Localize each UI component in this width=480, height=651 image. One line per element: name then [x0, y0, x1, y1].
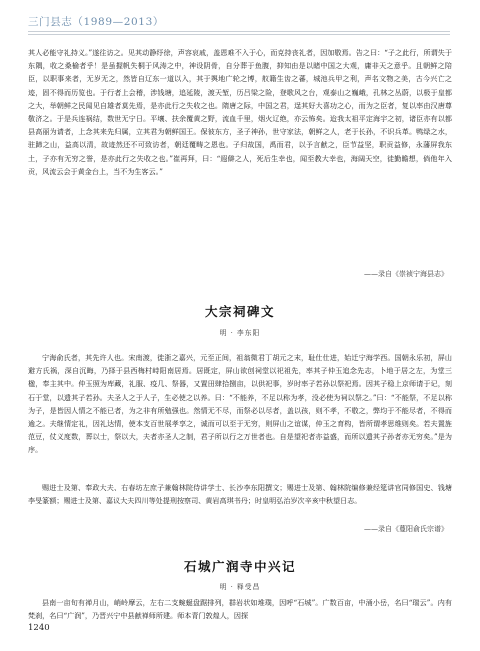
header-rule-thin [28, 34, 450, 35]
section2-paragraph2: 赐进士及第、奉政大夫、右春坊左庶子兼翰林院侍讲学士、长沙李东阳撰文；赐进士及第、翰林院编修兼经筵讲官同修国史、钱塘李旻篆额；赐进士及第、嘉议大夫四川等处提刑按察司、黄岩高琪书丹；时皇明弘治岁次辛亥中秋望日志。 [28, 483, 452, 506]
section3-title: 石城广润寺中兴记 [183, 559, 296, 574]
running-header: 三门县志（1989—2013） [28, 16, 164, 28]
section1-text: 其人必能守礼持义。”遂往访之。见其动静纾徐，声容哀戚，盖恩难不入于心，而克持丧礼者，因加敬焉。告之曰：“子之此行，所谓失于东隅，收之桑榆者乎！是虽握帆失桐于风涛之中，神设阴骨，自分葬于鱼腹，抑知由是以睹中国之大观，庸非天之意乎。且朝鲜之陪臣，以职事来者，无岁无之，然皆自辽东一道以入，其于舆地广轮之博，舣籍生齿之蕃，城池兵甲之利，声名文物之美，古今兴亡之迹，固不得而历览也。于行者上会稽，涉钱塘，追延陵，渡天堑，历吕梁之险，登歌风之台，观泰山之巍峨，孔林之丛蔚，以极于皇都之大，举朝鲜之民闻见自雄者莫先焉，是亦此行之失收之也。隋唐之际，中国之君，逞其好大喜功之心，而为之臣者，复以率由汉唐尊敬济之。于是兵连祸结，数世无宁日。平壤、扶余覆黄之野，流血千里，烟火辽绝，亦云怖矣。迨我太祖平定海宇之初，诸臣亦有以都县高丽为请者，上念其来先归属，立其君为朝鲜国王。保彼东方，圣子神孙，世守家法，朝鲜之人，老于长孙，不识兵革。鸭绿之水，驻蹄之山，益高以清，故迹然还不可致访者，朝廷覆畴之恩也。子归故国，禹而君，以予言献之，臣节益坚，职贡益修，永藩屏我东土，子亦有无穷之誉，是亦此行之失收之也。”崔再拜，曰：“遐僻之人，死后生幸也，闻至教大幸也，海阔天空，徒勤瞻想，倘他年入贡，风流云会于黄金台上，当不为生客云。” [28, 48, 452, 176]
page-number: 1240 [28, 623, 50, 633]
section3-author: 明 · 释受昌 [219, 583, 261, 591]
section2-author: 明 · 李东阳 [219, 329, 261, 337]
section2-title: 大宗祠碑文 [204, 304, 275, 319]
header-rule [28, 31, 450, 32]
section2-paragraph1: 宁海俞氏者，其先许人也。宋南渡，徙浙之嘉兴，元至正间，祖翁微君丁胡元之末，耻仕仕进，始迁宁海学西。国朝永乐初，屏山避方氏祸，深自沉晦，乃择于县西梅村峙阳南居焉。居既定，屏山欲创祠堂以祀祖先，率其子仲玉追念先志，卜地于居之左，为堂三楹，奉主其中。仲玉照为库藏，礼服、疫几、祭器，又置田肆拾捌亩，以供祀事，岁时率子若孙以祭祀焉。因其子稳上京师请于记，刻石于堂，以遗其子若孙。夫圣人之于人子，生必使之以养。曰：“不能养，不足以称为孝，没必使为祠以祭之。”曰：“不能祭，不足以称为子，是皆因人情之不能已者，为之非有所勉强也。然情无不尽，而祭必以尽者，盖以孩，则不孝，不敬之，弊均于不能尽者，不得而逾之。夫继情定礼，因礼达情，使本支百世展孝享之，诚而可以至于无穷，则屏山之谊谋，仲玉之育构，皆所谓孝思维则矣。若夫置旌范豆，仗义度数，葬以士，祭以大，夫者亦圣人之制，君子所以行之万世者也。自是望祀者亦益盛，而所以遗其子孙者亦无穷矣。”是为序。 [28, 353, 452, 455]
section1-source: ——录自《崇祯宁海县志》 [364, 270, 448, 278]
section3-paragraph1: 县南一亩旬有禅月山，峭岭摩云，左右二支蜿蜒盘踞排列，群岩状如堆璞，因呼“石城”。广数百亩，中涌小岳，名曰“瑞云”。内有梵刹，名曰“广润”，乃晋兴宁中县献禅师所建。师本青门敦煌人，因探 [28, 598, 452, 621]
section2-source: ——录自《蔓阳俞氏宗谱》 [364, 525, 448, 533]
